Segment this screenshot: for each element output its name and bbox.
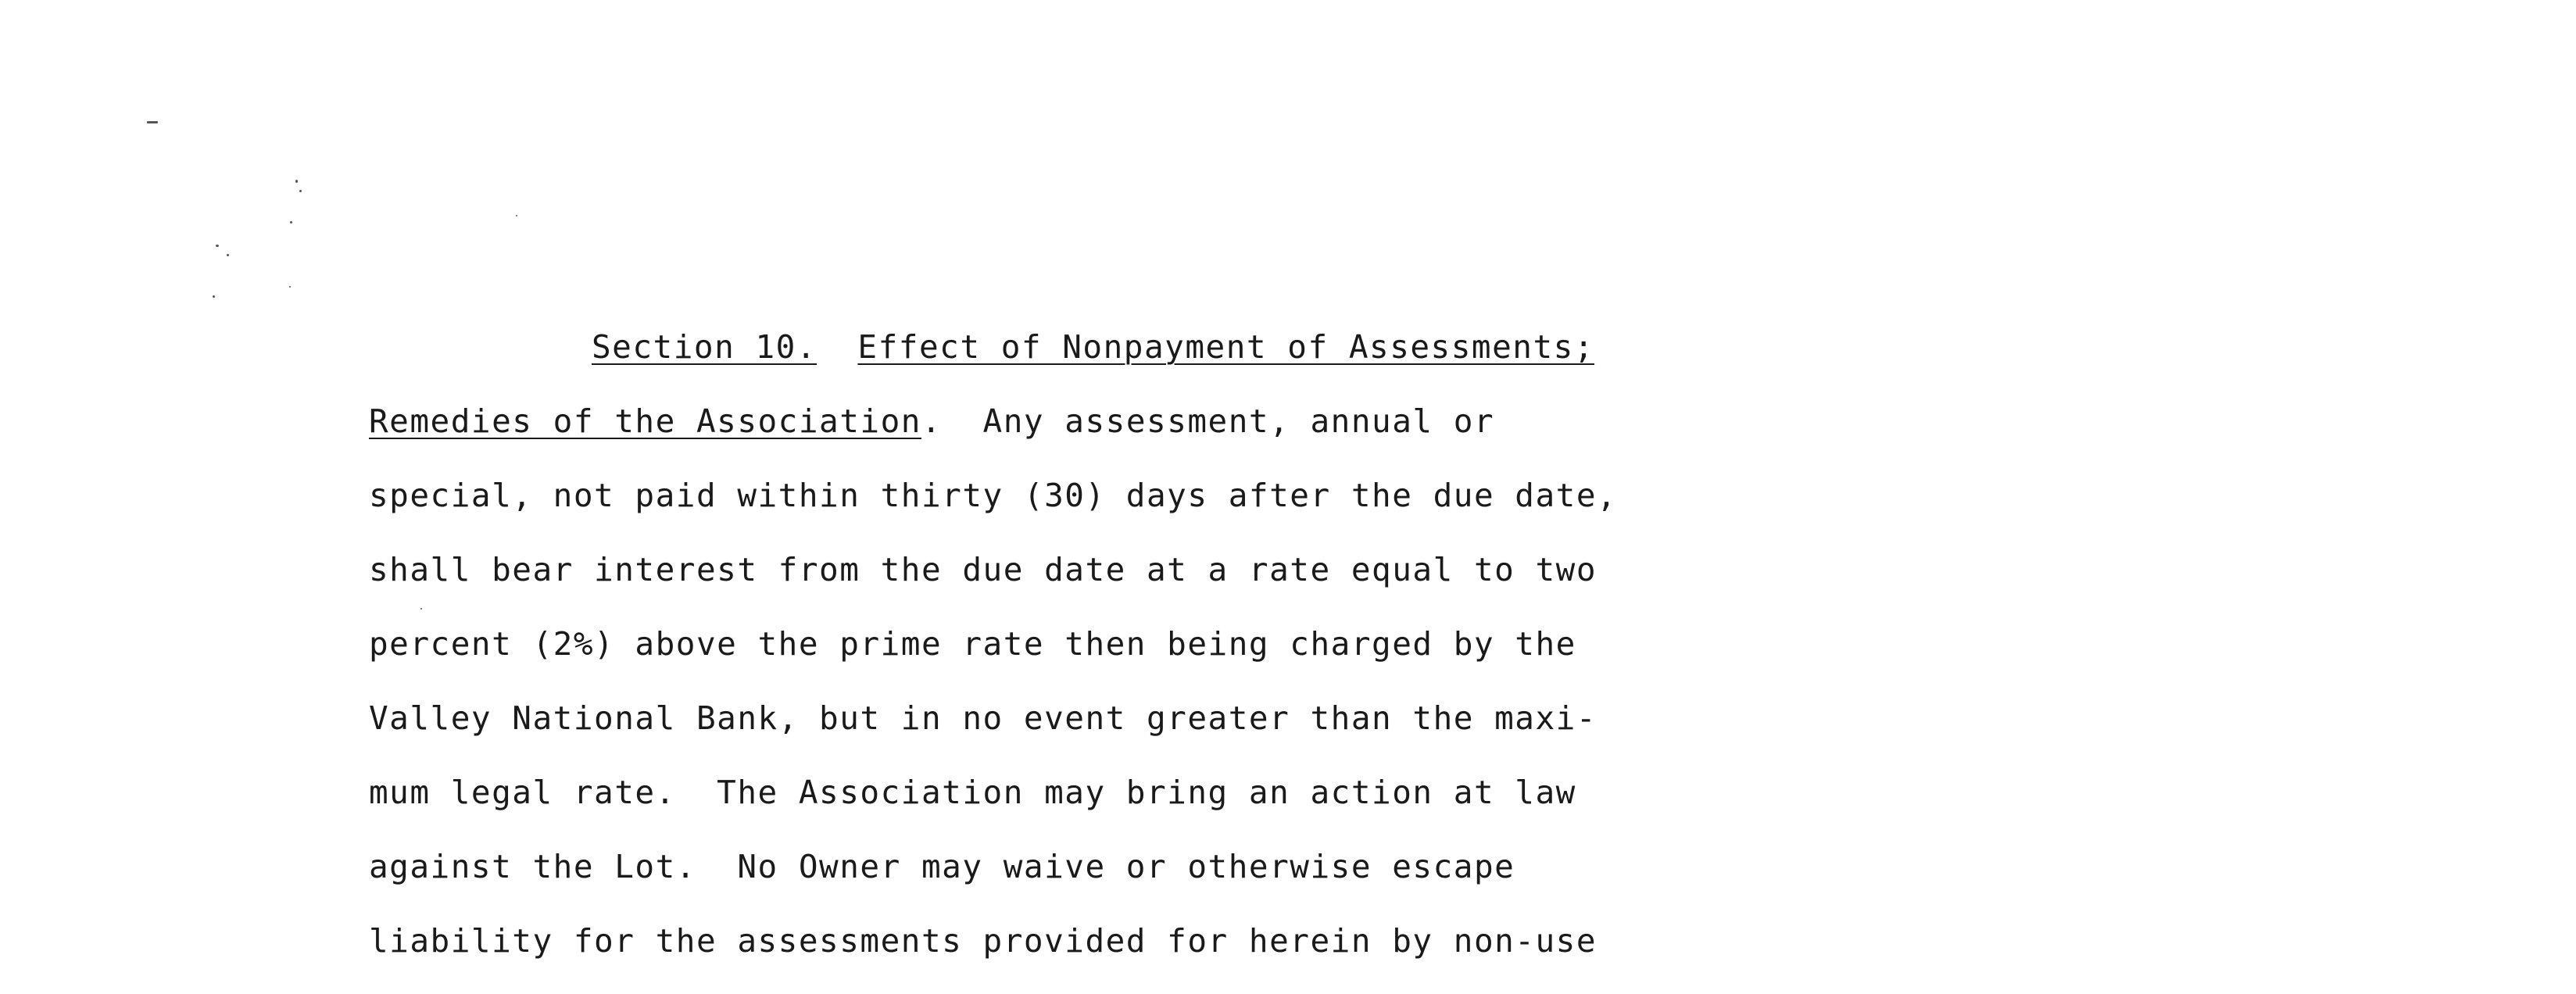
- scan-speck: [216, 245, 219, 247]
- body-line-4: percent (2%) above the prime rate then being charged by the: [369, 625, 1576, 663]
- section-title: Effect of Nonpayment of Assessments;: [857, 328, 1595, 366]
- body-line-6: mum legal rate. The Association may bring an action at law: [369, 774, 1576, 811]
- body-line-5: Valley National Bank, but in no event greater than the maxi-: [369, 699, 1597, 737]
- scan-speck: [516, 215, 517, 216]
- scan-speck: [299, 190, 302, 192]
- scan-speck: [147, 121, 158, 123]
- body-line-7: against the Lot. No Owner may waive or otherwise escape: [369, 848, 1515, 885]
- section-title-continued: Remedies of the Association: [369, 402, 921, 440]
- section-heading: [592, 328, 1595, 366]
- body-line-2: special, not paid within thirty (30) days after the due date,: [369, 477, 1618, 514]
- scan-speck: [227, 254, 229, 256]
- scan-speck: [290, 221, 292, 223]
- body-line-3: shall bear interest from the due date at a rate equal to two: [369, 551, 1597, 588]
- section-label: Section 10.: [592, 328, 818, 366]
- scan-speck: [295, 180, 298, 183]
- body-line-8: liability for the assessments provided for herein by non-use: [369, 922, 1597, 960]
- scan-speck: [289, 286, 291, 288]
- body-text: . Any assessment, annual or: [921, 402, 1495, 440]
- body-line-1: [369, 402, 1495, 440]
- scan-speck: [420, 608, 422, 610]
- scan-speck: [213, 295, 215, 298]
